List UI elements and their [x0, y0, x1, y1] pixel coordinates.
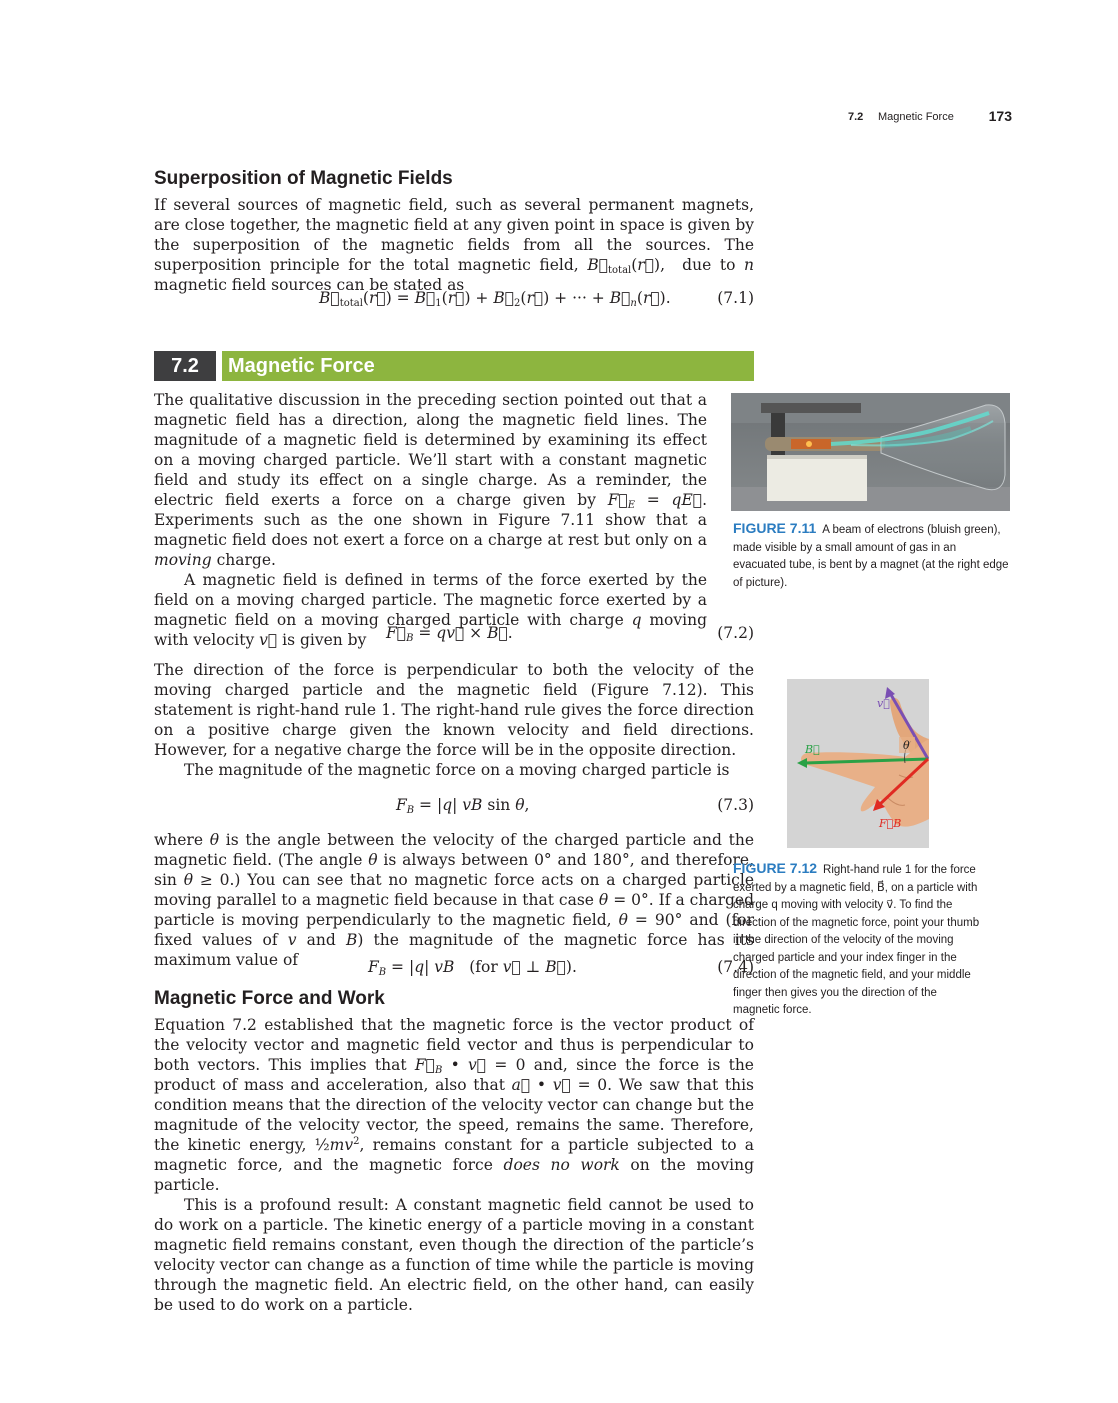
equation-number: (7.1) [717, 289, 754, 307]
work-heading: Magnetic Force and Work [154, 988, 385, 1009]
electron-beam-photo [731, 393, 1010, 511]
figure-7-12-caption [733, 860, 983, 1020]
body-text-block-3 [154, 830, 754, 970]
work-paragraph-1: Equation 7.2 established that the magnetic force is the vector product of the velocity vector and magnetic field vector and thus is perpendicular to both vectors. This implies that $F⃗_B$ • v⃗ = 0 and, since the force is the product of mass and acceleration, also that a⃗ • v⃗ = 0. We saw that this condition means that the direction of the velocity vector can change but the magnitude of the velocity vector, the speed, remains the same. Therefore, the kinetic energy, $\frac{1}{2}mv^2$, remains constant for a particle subjected to a magnetic force, and the magnetic force does no work on the moving particle. [154, 1016, 755, 1194]
body-text-block-2 [154, 660, 754, 780]
figure-label: FIGURE 7.12 [733, 860, 818, 876]
figure-7-11-caption [733, 520, 1011, 592]
paragraph-4: The magnitude of the magnetic force on a moving charged particle is [184, 761, 730, 779]
section-title: Magnetic Force [228, 355, 375, 377]
body-text-block-4 [154, 1015, 754, 1315]
running-header [848, 108, 1012, 126]
field-label: B⃗ [805, 743, 820, 756]
right-hand-rule-figure [787, 679, 929, 848]
figure-label: FIGURE 7.11 [733, 520, 817, 536]
body-text-block-1 [154, 390, 707, 650]
page-number: 173 [988, 108, 1012, 124]
header-section-number: 7.2 [848, 111, 864, 123]
equation-number: (7.2) [717, 624, 754, 642]
theta-label: θ [903, 739, 910, 752]
section-header-bar [154, 351, 754, 381]
velocity-label: v⃗ [877, 697, 890, 710]
paragraph-1: The qualitative discussion in the preceding section pointed out that a magnetic field has a direction, along the magnetic field lines. The magnitude of a magnetic field is determined by examining its effect on a moving charged particle. We’ll start with a constant magnetic field and study its effect on a single charge. As a reminder, the electric field exerts a force on a charge given by $F⃗_E$ = qE⃗. Experiments such as the one shown in Figure 7.11 show that a magnetic field does not exert a force on a charge at rest but only on a moving charge. [154, 391, 708, 569]
equation-7-1: $B⃗_{total}(r⃗)$ = $B⃗_1(r⃗)$ + $B⃗_2(r⃗)$ + ··· + $B⃗_n(r⃗)$. (7.1) [319, 289, 754, 309]
header-section-title: Magnetic Force [878, 111, 954, 123]
equation-7-2: $F⃗_B$ = qv⃗ × B⃗. (7.2) [386, 624, 754, 644]
equation-number: (7.4) [717, 958, 754, 976]
paragraph-2: A magnetic field is defined in terms of the force exerted by the field on a moving charged particle. The magnetic force exerted by a magnetic field on a moving charged particle with charge q moving with velocity v⃗ is given by [154, 571, 707, 649]
paragraph-5: where θ is the angle between the velocity of the charged particle and the magnetic field. (The angle θ is always between 0° and 180°, and therefore, sin θ ≥ 0.) You can see that no magnetic force acts on a charged particle moving parallel to a magnetic field because in that case θ = 0°. If a charged particle is moving perpendicularly to the magnetic field, θ = 90° and (for fixed values of v and B) the magnitude of the magnetic force has its maximum value of [154, 831, 755, 969]
force-label: F⃗B [879, 817, 902, 830]
superposition-heading: Superposition of Magnetic Fields [154, 168, 453, 189]
superposition-paragraph: If several sources of magnetic field, such as several permanent magnets, are close together, the magnetic field at any given point in space is given by the superposition of the magnetic fields from all the sources. The superposition principle for the total magnetic field, $B⃗_{total}(r⃗)$, due to n magnetic field sources can be stated as [154, 196, 755, 294]
paragraph-3: The direction of the force is perpendicular to both the velocity of the moving charged particle and the magnetic field (Figure 7.12). This statement is right-hand rule 1. The right-hand rule gives the force direction on a positive charge given the known velocity and field directions. However, for a negative charge the force will be in the opposite direction. [154, 661, 754, 759]
caption-text: A beam of electrons (bluish green), made visible by a small amount of gas in an evacuated tube, is bent by a magnet (at the right edge of picture). [733, 524, 1009, 589]
work-paragraph-2: This is a profound result: A constant magnetic field cannot be used to do work on a particle. The kinetic energy of a particle moving in a constant magnetic field remains constant, even though the direction of the particle’s velocity vector can change as a function of time while the particle is moving through the magnetic field. An electric field, on the other hand, can easily be used to do work on a particle. [154, 1196, 754, 1314]
equation-7-3: $F_B = |q|$ vB sin θ, (7.3) [396, 796, 754, 816]
caption-text: Right-hand rule 1 for the force exerted by a magnetic field, B⃗, on a particle with charge q moving with velocity v⃗. To find the direction of the magnetic force, point your thumb in the direction of the velocity of the moving charged particle and your index finger in the direction of the magnetic field, and your middle finger then gives you the direction of the magnetic force. [733, 864, 980, 1016]
equation-number: (7.3) [717, 796, 754, 814]
section-number: 7.2 [154, 351, 216, 381]
equation-7-4: $F_B = |q|$ vB (for v⃗ ⊥ B⃗). (7.4) [368, 958, 754, 978]
